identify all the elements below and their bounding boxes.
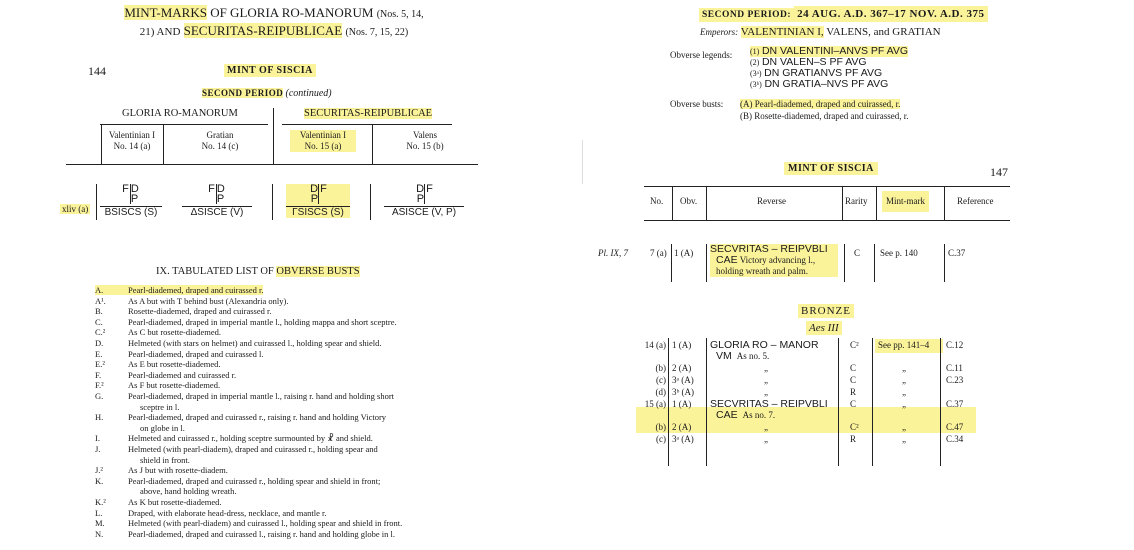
mint-mark-1: [100, 184, 162, 218]
bronze-obv: 1 (A): [672, 340, 692, 350]
bust-row: [95, 391, 394, 401]
bust-list-title: [156, 266, 360, 277]
sr-div-1: [671, 244, 672, 282]
bust-row: [95, 317, 397, 327]
bust-description: Helmeted and cuirassed r., holding sceptre surmounted by ☧ and shield.: [128, 433, 373, 444]
silver-mint: See p. 140: [880, 248, 918, 258]
silver-ref: C.37: [948, 248, 966, 258]
column-name-1: Valentinian I: [108, 130, 156, 140]
emperors-highlight: VALENTINIAN I,: [740, 26, 824, 38]
bust-row: [95, 380, 220, 390]
bust-letter: K.²: [95, 497, 106, 507]
mark4-bottom: P: [416, 193, 425, 205]
silver-rev-legend-2: CAE: [716, 254, 738, 266]
mint-mark-2: [182, 184, 252, 218]
bust-description: Helmeted (with pearl-diadem), draped and cuirassed r., holding spear and: [128, 444, 378, 454]
bronze-mint: „: [902, 399, 906, 409]
bust-list-title-text: IX. TABULATED LIST OF: [156, 266, 274, 277]
sr-div-4: [874, 244, 875, 282]
bronze-ref: C.47: [946, 422, 964, 432]
title-highlight-mint-marks: MINT-MARKS: [124, 5, 207, 20]
column-name-4: Valens: [413, 130, 437, 140]
obverse-busts-label: Obverse busts:: [670, 99, 724, 109]
column-name-3: Valentinian I: [299, 130, 347, 140]
mark3-top: D: [310, 183, 319, 195]
bronze-ref: C.37: [946, 399, 964, 409]
bust-letter: I.: [95, 433, 100, 444]
bronze-ref: C.23: [946, 375, 964, 385]
bust-letter: L.: [95, 507, 103, 518]
period-head-dates: 24 AUG. A.D. 367–17 NOV. A.D. 375: [794, 6, 987, 22]
bust-description: shield in front.: [140, 454, 190, 465]
row-divider-2: [272, 184, 273, 220]
obverse-bust-b: (B) Rosette-diademed, draped and cuirassed, r.: [740, 111, 909, 121]
period-continued: (continued): [285, 88, 332, 99]
table-rule-group-gloria: [100, 124, 268, 125]
legend-3-text: DN GRATIANVS PF AVG: [764, 67, 883, 79]
bust-letter: E.²: [95, 359, 105, 370]
bust-letter: F.²: [95, 380, 104, 391]
bronze-reverse: SECVRITAS – REIPVBLI: [710, 398, 828, 410]
page-number-147: 147: [990, 165, 1008, 179]
legend-3-no: (3ᵃ): [750, 69, 762, 78]
bust-letter: J.²: [95, 465, 103, 476]
bust-row: [95, 359, 221, 369]
bronze-obv: 3ᵇ (A): [672, 387, 695, 397]
column-head-1: [102, 130, 162, 152]
bronze-obv: 3ᵃ (A): [672, 375, 694, 385]
bronze-obv: 3ᵃ (A): [672, 434, 694, 444]
silver-plate: Pl. IX, 7: [598, 248, 628, 258]
bronze-no: 14 (a): [644, 340, 666, 350]
table-top-rule: [644, 186, 1010, 187]
column-no-2: No. 14 (c): [201, 141, 239, 151]
column-head-4: [380, 130, 470, 152]
emperors-line: [700, 26, 941, 38]
bust-description: sceptre in l.: [140, 401, 180, 412]
bust-letter: M.: [95, 518, 105, 529]
bronze-obv: 2 (A): [672, 363, 692, 373]
bust-description: As J but with rosette-diadem.: [128, 465, 228, 476]
bronze-ref: C.11: [946, 363, 963, 373]
header-mint-mark: Mint-mark: [882, 191, 929, 212]
br-div-1: [668, 338, 669, 466]
bronze-no: (d): [655, 387, 666, 397]
mark1-exergue: BSISCS (S): [100, 206, 162, 218]
bronze-mint: „: [902, 434, 906, 444]
row-divider-3: [370, 184, 371, 220]
legend-1-no: (1): [750, 47, 760, 56]
mark4-exergue: ASISCE (V, P): [384, 206, 464, 218]
silver-rev-legend: SECVRITAS – REIPVBLI: [710, 243, 828, 255]
column-no-3: No. 15 (a): [304, 141, 342, 151]
legend-1-text: DN VALENTINI–ANVS PF AVG: [761, 45, 909, 57]
bust-row: [95, 476, 380, 486]
th-div-1: [672, 186, 673, 220]
bust-letter: D.: [95, 338, 104, 348]
th-div-3: [842, 186, 843, 220]
left-title: [84, 5, 464, 41]
bronze-no: 15 (a): [644, 399, 666, 409]
column-name-2: Gratian: [206, 130, 234, 140]
bust-description: As F but rosette-diademed.: [128, 380, 221, 391]
mark3-exergue: ΓSISCS (S): [286, 206, 350, 218]
legend-4-text: DN GRATIA–NVS PF AVG: [764, 78, 889, 90]
bronze-sub: Aes III: [806, 321, 842, 335]
header-reverse: Reverse: [757, 196, 786, 206]
bust-row: [95, 412, 386, 422]
bronze-mint: „: [902, 422, 906, 432]
bust-description: As A but with T behind bust (Alexandria only).: [128, 295, 289, 306]
bronze-ref: C.12: [946, 340, 964, 350]
bronze-mint: „: [902, 375, 906, 385]
bronze-rarity: R: [850, 434, 857, 444]
bronze-reverse: GLORIA RO – MANOR: [710, 339, 819, 351]
mint-mark-3: [286, 184, 350, 218]
bust-row: [95, 370, 236, 380]
title-text-2: 21) AND: [139, 26, 181, 38]
bust-description: above, hand holding wreath.: [140, 486, 237, 497]
bust-row: [95, 338, 382, 348]
bronze-reverse: „: [764, 363, 768, 373]
bust-row: [95, 529, 395, 539]
bust-row: [95, 306, 272, 316]
table-header-rule: [644, 220, 1010, 221]
bust-row: [95, 486, 237, 496]
bust-description: As K but rosette-diademed.: [128, 497, 222, 507]
bust-row: [95, 349, 263, 359]
br-div-3: [838, 338, 839, 466]
page-break-rule-1: [582, 140, 583, 184]
bronze-mint: „: [902, 387, 906, 397]
sr-div-2: [706, 244, 707, 282]
bust-row: [95, 327, 221, 337]
table-divider-3: [273, 108, 274, 164]
bronze-rarity: C: [850, 399, 857, 409]
bust-description: Pearl-diademed and cuirassed r.: [128, 369, 237, 380]
bust-row: [95, 296, 288, 306]
bust-letter: N.: [95, 528, 104, 539]
silver-no: 7 (a): [650, 248, 667, 258]
bust-description: Pearl-diademed, draped and cuirassed l.: [128, 348, 264, 359]
th-div-4: [876, 186, 877, 220]
bust-list-title-highlight: OBVERSE BUSTS: [276, 266, 360, 277]
bust-letter: K.: [95, 475, 104, 486]
bust-row: [95, 508, 326, 518]
running-head-right: MINT OF SISCIA: [784, 162, 878, 175]
sr-div-3: [844, 244, 845, 282]
bronze-obv: 1 (A): [672, 399, 692, 409]
title-text-1: OF GLORIA RO-MANORUM: [210, 5, 374, 20]
emperors-label: Emperors:: [700, 27, 739, 37]
bust-description: Pearl-diademed, draped and cuirassed r.: [128, 285, 264, 295]
bust-description: Pearl-diademed, draped in imperial mantle l., raising r. hand and holding short: [128, 391, 395, 401]
bust-row: [95, 423, 185, 433]
bust-description: Pearl-diademed, draped and cuirassed r., holding spear and shield in front;: [128, 475, 381, 486]
bronze-no: (b): [655, 363, 666, 373]
column-head-3: [290, 130, 356, 152]
sr-div-5: [944, 244, 945, 282]
br-div-4: [872, 338, 873, 466]
bronze-rarity: C: [850, 375, 857, 385]
period-highlight: SECOND PERIOD: [202, 88, 284, 98]
mark2-exergue: ΔSISCE (V): [182, 206, 252, 218]
legend-2-text: DN VALEN–S PF AVG: [761, 56, 867, 68]
th-div-5: [944, 186, 945, 220]
bust-row: [95, 465, 228, 475]
table-rule-header: [66, 164, 478, 165]
group-gloria: GLORIA RO-MANORUM: [122, 108, 238, 119]
silver-rarity: C: [854, 248, 861, 258]
legend-2-no: (2): [750, 58, 760, 67]
period-head-label: SECOND PERIOD:: [699, 8, 794, 22]
bust-description: Pearl-diademed, draped and cuirassed r., raising r. hand and holding Victory: [128, 412, 387, 423]
bronze-reverse-legend-2: VM: [716, 350, 732, 362]
bronze-rarity: C²: [850, 422, 859, 432]
title-nos-1: (Nos. 5, 14,: [376, 9, 424, 20]
title-highlight-securitas: SECURITAS-REIPUBLICAE: [183, 23, 343, 38]
bust-description: on globe in l.: [140, 422, 185, 433]
bust-letter: G.: [95, 391, 104, 401]
th-div-2: [706, 186, 707, 220]
mark1-top: D: [130, 183, 139, 195]
bronze-reverse: „: [764, 434, 768, 444]
bust-row: [95, 402, 179, 412]
mark4-right: F: [426, 183, 433, 195]
bust-description: Pearl-diademed, draped in imperial mantle l., holding mappa and short sceptre.: [128, 316, 397, 327]
mark4-top: D: [416, 183, 425, 195]
bust-row: [95, 433, 373, 443]
mark2-left: F: [208, 183, 215, 195]
bust-description: Helmeted (with stars on helmet) and cuirassed l., holding spear and shield.: [128, 338, 382, 348]
table-divider-2: [163, 124, 164, 164]
silver-obv: 1 (A): [674, 248, 694, 258]
bronze-rarity: C²: [850, 340, 859, 350]
bronze-reverse-cont: [716, 351, 769, 362]
bust-row: [95, 455, 190, 465]
bust-description: As C but rosette-diademed.: [128, 327, 222, 338]
bronze-reverse-note: As no. 7.: [742, 410, 776, 420]
bronze-mint: „: [902, 363, 906, 373]
mint-mark-4: [384, 184, 464, 218]
bust-row: [95, 285, 263, 295]
mark1-bottom: P: [130, 193, 139, 205]
header-rarity: Rarity: [845, 196, 868, 206]
page-number-144: 144: [88, 64, 106, 78]
bronze-reverse: „: [764, 387, 768, 397]
bust-letter: F.: [95, 369, 102, 380]
bronze-mint: See pp. 141–4: [878, 340, 930, 350]
bust-description: Pearl-diademed, draped and cuirassed l., raising r. hand and holding globe in l.: [128, 528, 395, 539]
bust-row: [95, 497, 221, 507]
bronze-reverse-cont: [716, 410, 775, 421]
period-heading-left: [202, 88, 332, 99]
obverse-bust-a: (A) Pearl-diademed, draped and cuirassed, r.: [740, 99, 901, 109]
bust-letter: C.: [95, 316, 103, 327]
legend-4: [750, 79, 908, 90]
mark1-left: F: [122, 183, 129, 195]
row-divider-1: [96, 184, 97, 220]
br-div-2: [706, 338, 707, 466]
emperors-rest: VALENS, and GRATIAN: [826, 26, 941, 38]
bronze-rarity: C: [850, 363, 857, 373]
bust-letter: J.: [95, 444, 101, 454]
bust-letter: H.: [95, 412, 104, 423]
bust-letter: C.²: [95, 327, 106, 338]
bust-letter: A.: [95, 285, 104, 295]
silver-rev-desc: Victory advancing l.,: [739, 255, 816, 265]
legends-list: [750, 46, 908, 90]
row-label-xliv: xliv (a): [62, 204, 89, 214]
title-nos-2: (Nos. 7, 15, 22): [345, 27, 409, 38]
mark2-top: D: [216, 183, 225, 195]
header-no: No.: [650, 196, 664, 206]
bust-description: As E but rosette-diademed.: [128, 359, 221, 370]
bronze-reverse-legend-2: CAE: [716, 409, 738, 421]
bronze-reverse: „: [764, 375, 768, 385]
bronze-no: (c): [656, 434, 666, 444]
silver-reverse: [710, 244, 838, 277]
bronze-reverse-note: As no. 5.: [736, 351, 770, 361]
bust-description: Draped, with elaborate head-dress, necklace, and mantle r.: [128, 507, 327, 518]
bronze-rarity: R: [850, 387, 857, 397]
table-divider-4: [372, 124, 373, 164]
bronze-reverse: „: [764, 422, 768, 432]
legend-4-no: (3ᵇ): [750, 80, 762, 89]
mark3-right: F: [320, 183, 327, 195]
header-reference: Reference: [957, 196, 994, 206]
mark2-bottom: P: [216, 193, 225, 205]
bust-letter: A¹.: [95, 295, 106, 306]
br-div-5: [940, 338, 941, 466]
bust-row: [95, 518, 402, 528]
bust-description: Helmeted (with pearl-diadem) and cuirassed l., holding spear and shield in front.: [128, 518, 403, 529]
bronze-no: (c): [656, 375, 666, 385]
bronze-title: BRONZE: [798, 304, 854, 318]
mark3-bottom: P: [310, 193, 319, 205]
bronze-no: (b): [655, 422, 666, 432]
running-head-left: MINT OF SISCIA: [224, 64, 316, 77]
silver-rev-desc-2: holding wreath and palm.: [716, 266, 808, 276]
bronze-obv: 2 (A): [672, 422, 692, 432]
bust-row: [95, 444, 378, 454]
column-no-1: No. 14 (a): [113, 141, 151, 151]
obverse-legends-label: Obverse legends:: [670, 50, 733, 60]
column-head-2: [170, 130, 270, 152]
bust-letter: B.: [95, 306, 103, 317]
table-rule-group-securitas: [282, 124, 452, 125]
right-period-heading: [695, 6, 992, 22]
group-securitas: SECURITAS-REIPUBLICAE: [304, 108, 433, 119]
bronze-ref: C.34: [946, 434, 964, 444]
bust-letter: E.: [95, 348, 103, 359]
column-no-4: No. 15 (b): [406, 141, 444, 151]
bust-description: Rosette-diademed, draped and cuirassed r.: [128, 306, 272, 317]
header-obv: Obv.: [680, 196, 698, 206]
